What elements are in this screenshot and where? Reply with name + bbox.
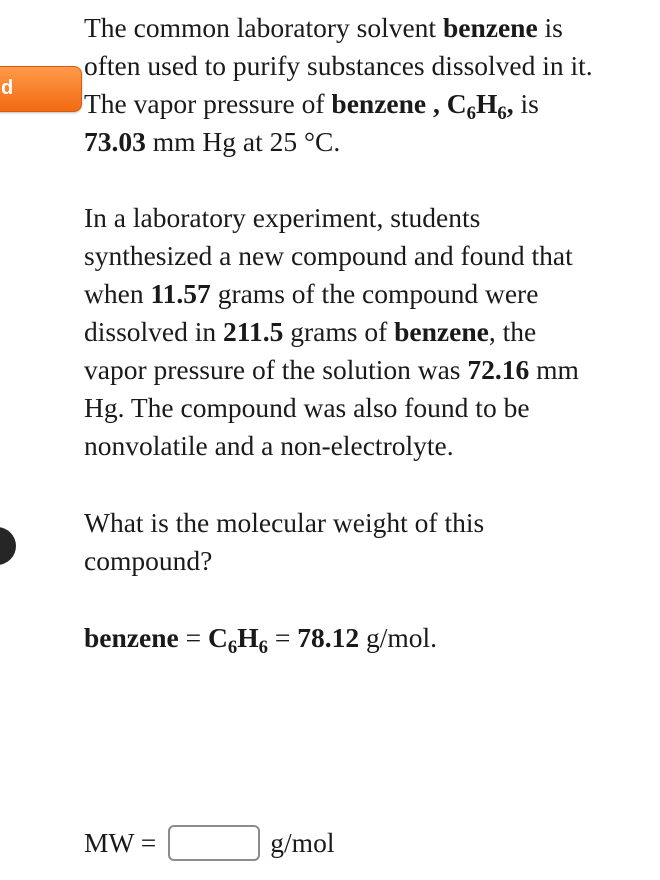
text-segment: mm Hg at 25 °C. <box>145 126 341 157</box>
formula-part: H <box>237 622 259 653</box>
compound-mass-value: 11.57 <box>150 278 211 309</box>
text-segment: grams of <box>283 316 395 347</box>
side-bullet-dot <box>0 527 16 565</box>
solvent-mass-value: 211.5 <box>223 316 284 347</box>
formula-part: , <box>506 88 514 119</box>
paragraph-experiment <box>84 199 604 465</box>
paragraph-intro <box>84 9 604 161</box>
mw-label: MW = <box>84 827 157 858</box>
text-segment: The common laboratory solvent <box>84 12 443 43</box>
benzene-formula <box>207 622 268 658</box>
mw-unit-label: g/mol <box>270 827 335 858</box>
text-segment: grams of the compound were dissolved in <box>84 278 539 347</box>
solution-pressure-value: 72.16 <box>467 354 530 385</box>
subscript: 6 <box>497 102 507 124</box>
mw-answer-input[interactable] <box>168 825 260 861</box>
subscript: 6 <box>258 636 268 658</box>
bold-term: benzene <box>442 12 538 43</box>
formula-part: H <box>475 88 498 119</box>
molar-mass-value: 78.12 <box>297 622 360 653</box>
text-segment: , the vapor pressure of the solution was <box>84 316 537 385</box>
bold-term: benzene <box>84 622 179 653</box>
benzene-formula <box>331 88 514 124</box>
text-segment: g/mol. <box>359 622 437 653</box>
text-segment: In a laboratory experiment, students synthesized a new compound and found that when <box>84 202 573 309</box>
side-tab-label: d <box>1 77 14 99</box>
vapor-pressure-value: 73.03 <box>84 126 146 157</box>
problem-text <box>84 9 604 657</box>
side-tab-button[interactable] <box>0 66 82 112</box>
subscript: 6 <box>227 636 238 658</box>
subscript: 6 <box>466 102 476 124</box>
bold-term: benzene <box>394 316 489 347</box>
text-segment: is often used to purify substances dissolved in it. The vapor pressure of <box>84 12 593 119</box>
molar-mass-line <box>84 619 604 657</box>
answer-row <box>84 820 334 866</box>
question-text: What is the molecular weight of this compound? <box>84 507 485 576</box>
text-segment: mm Hg. The compound was also found to be nonvolatile and a non-electrolyte. <box>84 354 579 461</box>
formula-part: benzene , C <box>331 88 467 119</box>
formula-part: C <box>207 622 228 653</box>
text-segment: = <box>178 622 208 653</box>
text-segment: = <box>267 622 298 653</box>
text-segment: is <box>513 88 539 119</box>
